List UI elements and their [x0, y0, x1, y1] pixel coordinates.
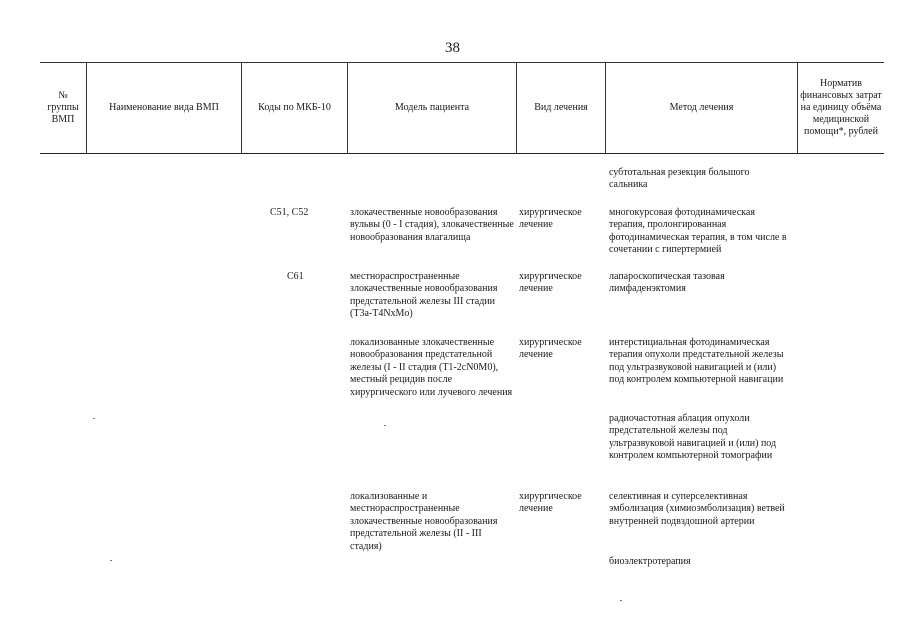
column-header-icd-codes: Коды по МКБ-10: [242, 63, 348, 154]
column-header-treatment-method: Метод лечения: [606, 63, 798, 154]
row-6-method: биоэлектротерапия: [609, 556, 691, 567]
row-3-model: локализованные злокачественные новообразования предстательной железы (I - II стадия (T1-2cN0M0), местный рецидив после хирургического или лучевого лечения: [350, 337, 513, 398]
page-number: 38: [445, 40, 460, 56]
column-header-vmp-name: Наименование вида ВМП: [87, 63, 242, 154]
row-3-method: интерстициальная фотодинамическая терапия опухоли предстательной железы под ультразвуковой навигацией и (или) под контролем компьютерной навигации: [609, 337, 784, 386]
row-0-method: субтотальная резекция большого сальника: [609, 167, 750, 191]
row-5-model: локализованные и местнораспространенные злокачественные новообразования предстательной железы (II - III стадия): [350, 491, 498, 552]
row-1-treatment-type: хирургическое лечение: [519, 207, 582, 231]
row-5-treatment-type: хирургическое лечение: [519, 491, 582, 515]
row-4-method: радиочастотная аблация опухоли предстательной железы под ультразвуковой навигацией и (или) под контролем компьютерной томографии: [609, 413, 777, 462]
scan-speck: [93, 418, 95, 419]
column-header-cost-standard: Норматив финансовых затрат на единицу объёма медицинской помощи*, рублей: [798, 63, 885, 154]
row-1-model: злокачественные новообразования вульвы (0 - I стадия), злокачественные новообразования влагалища: [350, 207, 514, 243]
row-2-codes: C61: [287, 271, 304, 282]
scan-speck: [620, 600, 622, 601]
row-5-method: селективная и суперселективная эмболизация (химиоэмболизация) ветвей внутренней подвздошной артерии: [609, 491, 785, 527]
row-2-model: местнораспространенные злокачественные новообразования предстательной железы III стадии (T3a-T4NxMo): [350, 271, 498, 320]
scan-speck: [110, 560, 112, 561]
row-2-treatment-type: хирургическое лечение: [519, 271, 582, 295]
row-3-treatment-type: хирургическое лечение: [519, 337, 582, 361]
row-1-codes: C51, C52: [270, 207, 309, 218]
table-header: [40, 62, 884, 154]
column-header-group-number: № группы ВМП: [40, 63, 87, 154]
scan-speck: [384, 425, 386, 426]
row-2-method: лапароскопическая тазовая лимфаденэктомия: [609, 271, 725, 295]
column-header-treatment-type: Вид лечения: [517, 63, 606, 154]
row-1-method: многокурсовая фотодинамическая терапия, пролонгированная фотодинамическая терапия, в том числе в сочетании с гипертермией: [609, 207, 787, 256]
column-header-patient-model: Модель пациента: [348, 63, 517, 154]
